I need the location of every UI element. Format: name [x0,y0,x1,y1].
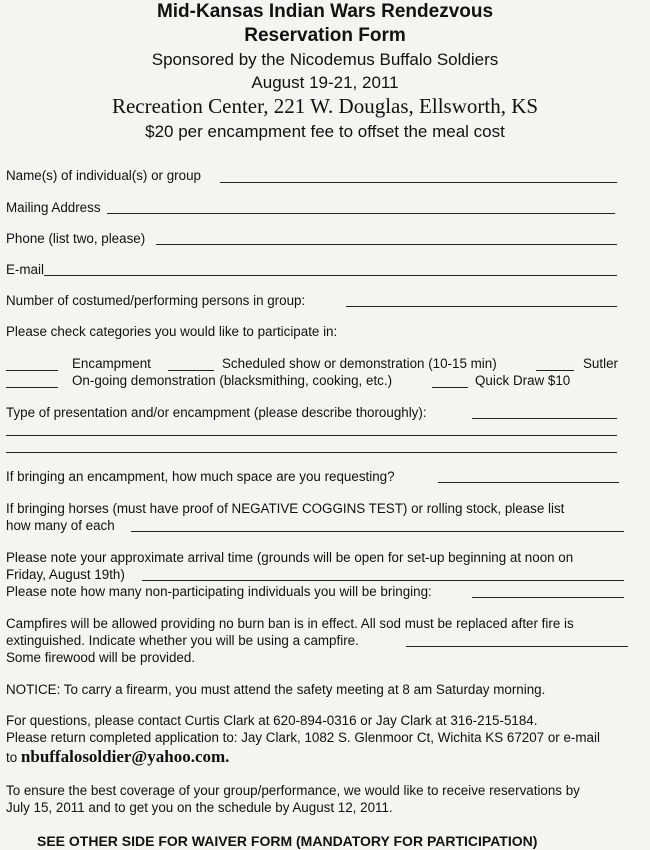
sutler-checkbox[interactable] [536,370,574,371]
firearm-notice: NOTICE: To carry a firearm, you must attend the safety meeting at 8 am Saturday morning. [6,682,546,697]
costumed-field[interactable] [346,306,617,307]
ongoing-label: On-going demonstration (blacksmithing, cooking, etc.) [72,373,393,388]
non-participating-field[interactable] [472,597,624,598]
sponsor-line: Sponsored by the Nicodemus Buffalo Soldiers [151,50,499,69]
scheduled-show-label: Scheduled show or demonstration (10-15 min) [222,356,497,371]
presentation-field-1[interactable] [472,418,617,419]
waiver-footer: SEE OTHER SIDE FOR WAIVER FORM (MANDATORY FOR PARTICIPATION) [37,833,538,849]
sutler-label: Sutler [583,356,618,371]
contact-email-link[interactable]: nbuffalosoldier@yahoo.com. [20,747,230,766]
names-field[interactable] [220,182,617,183]
campfire-label-2: extinguished. Indicate whether you will be using a campfire. [6,633,359,648]
campfire-field[interactable] [406,646,628,647]
arrival-field[interactable] [142,580,624,581]
contact-line-1: For questions, please contact Curtis Clark at 620-894-0316 or Jay Clark at 316-215-5184. [6,713,538,728]
deadline-line-2: July 15, 2011 and to get you on the schedule by August 12, 2011. [6,800,393,815]
contact-line-3 [6,749,229,766]
space-label: If bringing an encampment, how much space are you requesting? [6,469,395,484]
mailing-field[interactable] [107,213,615,214]
horses-label-1: If bringing horses (must have proof of NEGATIVE COGGINS TEST) or rolling stock, please list [6,501,565,516]
firewood-note: Some firewood will be provided. [6,650,196,665]
quick-draw-label: Quick Draw $10 [475,373,571,388]
email-label: E-mail [6,262,44,277]
horses-label-2: how many of each [6,518,115,533]
quick-draw-checkbox[interactable] [432,387,468,388]
phone-label: Phone (list two, please) [6,231,146,246]
form-subtitle: Reservation Form [244,25,406,46]
arrival-label-1: Please note your approximate arrival time (grounds will be open for set-up beginning at noon on [6,550,574,565]
phone-field[interactable] [156,244,617,245]
categories-prompt: Please check categories you would like to participate in: [6,324,338,339]
space-field[interactable] [438,482,619,483]
event-venue: Recreation Center, 221 W. Douglas, Ellsworth, KS [111,94,539,118]
fee-line: $20 per encampment fee to offset the meal cost [145,122,505,141]
encampment-checkbox[interactable] [6,370,58,371]
email-field[interactable] [44,275,617,276]
ongoing-checkbox[interactable] [6,387,58,388]
presentation-label: Type of presentation and/or encampment (please describe thoroughly): [6,405,427,420]
contact-line-2: Please return completed application to: Jay Clark, 1082 S. Glenmoor Ct, Wichita KS 67207 or e-mail [6,730,600,745]
form-title: Mid-Kansas Indian Wars Rendezvous [156,1,494,22]
presentation-field-2[interactable] [6,435,617,436]
presentation-field-3[interactable] [6,452,617,453]
non-participating-label: Please note how many non-participating individuals you will be bringing: [6,584,432,599]
encampment-label: Encampment [72,356,151,371]
costumed-label: Number of costumed/performing persons in group: [6,293,306,308]
contact-to-label: to [6,750,18,765]
horses-field[interactable] [131,531,624,532]
scheduled-show-checkbox[interactable] [168,370,214,371]
event-dates: August 19-21, 2011 [251,73,399,92]
names-label: Name(s) of individual(s) or group [6,168,201,183]
deadline-line-1: To ensure the best coverage of your group/performance, we would like to receive reservations by [6,783,580,798]
arrival-label-2: Friday, August 19th) [6,567,125,582]
campfire-label-1: Campfires will be allowed providing no burn ban is in effect. All sod must be replaced after fire is [6,616,574,631]
mailing-label: Mailing Address [6,200,101,215]
